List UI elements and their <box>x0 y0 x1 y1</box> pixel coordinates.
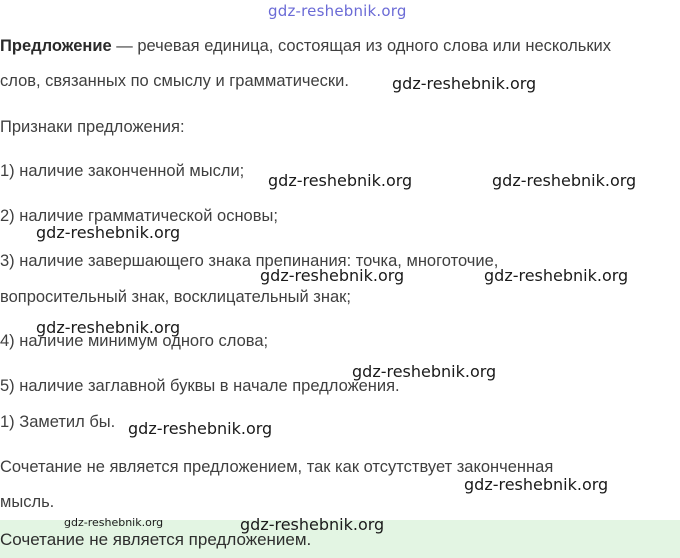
watermark: gdz-reshebnik.org <box>492 171 637 190</box>
watermark-top: gdz-reshebnik.org <box>268 2 407 20</box>
watermark: gdz-reshebnik.org <box>128 419 273 438</box>
definition-term: Предложение <box>0 37 112 55</box>
watermark: gdz-reshebnik.org <box>260 266 405 285</box>
answer-text: Сочетание не является предложением. <box>0 530 312 549</box>
explanation-line-1: Сочетание не является предложением, так как отсутствует законченная <box>0 458 554 476</box>
watermark: gdz-reshebnik.org <box>352 362 497 381</box>
watermark: gdz-reshebnik.org <box>36 318 181 337</box>
sign-item-5: 5) наличие заглавной буквы в начале предложения. <box>0 377 400 395</box>
watermark: gdz-reshebnik.org <box>240 515 385 534</box>
definition-text: — речевая единица, состоящая из одного слова или нескольких <box>111 37 611 55</box>
watermark: gdz-reshebnik.org <box>64 516 164 529</box>
watermark: gdz-reshebnik.org <box>36 223 181 242</box>
sign-item-4: 4) наличие минимум одного слова; <box>0 332 269 350</box>
signs-heading: Признаки предложения: <box>0 118 185 136</box>
explanation-line-2: мысль. <box>0 493 55 511</box>
watermark: gdz-reshebnik.org <box>484 266 629 285</box>
sign-item-2: 2) наличие грамматической основы; <box>0 207 278 225</box>
sign-item-3-continuation: вопросительный знак, восклицательный знак; <box>0 288 351 306</box>
watermark: gdz-reshebnik.org <box>392 74 537 93</box>
definition-line-2: слов, связанных по смыслу и грамматически. <box>0 72 349 90</box>
sign-item-3: 3) наличие завершающего знака препинания: точка, многоточие, <box>0 252 499 270</box>
watermark: gdz-reshebnik.org <box>464 475 609 494</box>
definition-line-1 <box>0 36 611 56</box>
example-text: 1) Заметил бы. <box>0 413 116 431</box>
watermark: gdz-reshebnik.org <box>268 171 413 190</box>
sign-item-1: 1) наличие законченной мысли; <box>0 162 245 180</box>
